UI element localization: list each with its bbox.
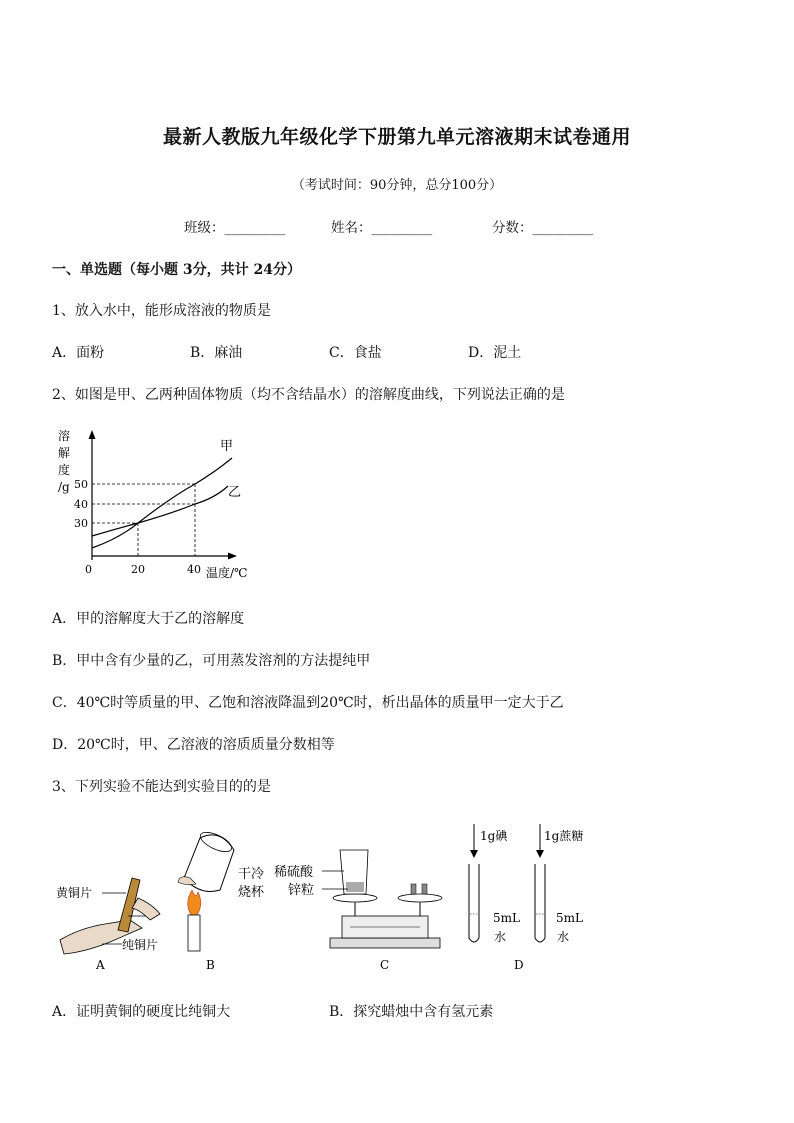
x-tick-0: 0 [85, 563, 92, 576]
y-label-1: 溶 [58, 429, 71, 443]
score-field[interactable]: 分数：_________ [492, 220, 594, 236]
test-tube-1-icon [469, 864, 479, 942]
q1-option-d[interactable]: D．泥土 [468, 345, 522, 361]
label-sucrose: 1g蔗糖 [544, 829, 584, 843]
hand-right-icon [132, 898, 160, 920]
label-iodine: 1g碘 [480, 829, 508, 843]
label-water-1: 水 [494, 930, 507, 944]
label-beaker: 烧杯 [238, 885, 265, 900]
y-tick-50: 50 [74, 478, 88, 491]
q1-option-c[interactable]: C．食盐 [329, 345, 382, 361]
down-arrow-icon [536, 850, 544, 858]
zinc-granules-icon [346, 882, 364, 892]
caption-a: A [96, 958, 105, 972]
y-axis-arrow-icon [89, 430, 96, 439]
label-acid: 稀硫酸 [274, 865, 314, 880]
q2-option-d[interactable]: D．20℃时，甲、乙溶液的溶质质量分数相等 [52, 737, 335, 753]
q2-option-a[interactable]: A．甲的溶解度大于乙的溶解度 [52, 611, 245, 627]
balance-base-icon [330, 938, 440, 948]
y-tick-30: 30 [74, 517, 88, 530]
weight-icon [411, 884, 416, 894]
q2-option-b[interactable]: B．甲中含有少量的乙，可用蒸发溶剂的方法提纯甲 [52, 653, 371, 669]
curve-label-jia: 甲 [220, 439, 234, 454]
page-title: 最新人教版九年级化学下册第九单元溶液期末试卷通用 [162, 126, 631, 148]
class-field[interactable]: 班级：_________ [184, 220, 286, 236]
label-copper: 纯铜片 [122, 938, 159, 952]
weight-icon [422, 884, 427, 894]
label-brass: 黄铜片 [56, 886, 93, 900]
curve-jia [92, 458, 232, 548]
left-pan-icon [333, 894, 377, 902]
experiment-a [56, 878, 160, 972]
q3-option-a[interactable]: A．证明黄铜的硬度比纯铜大 [52, 1004, 231, 1020]
curve-label-yi: 乙 [228, 485, 242, 500]
label-dry: 干冷 [238, 867, 265, 882]
caption-d: D [514, 958, 524, 972]
test-tube-2-icon [535, 864, 545, 942]
candle-icon [188, 915, 200, 951]
name-field[interactable]: 姓名：_________ [331, 220, 433, 236]
x-tick-20: 20 [131, 563, 145, 576]
curve-yi [92, 486, 228, 536]
solubility-curve-figure [40, 420, 270, 590]
caption-c: C [380, 958, 390, 972]
label-zinc: 锌粒 [288, 883, 315, 898]
label-water-volume-1: 5mL [493, 911, 520, 925]
y-label-2: 解 [58, 446, 71, 460]
y-tick-40: 40 [74, 498, 88, 511]
q3-option-b[interactable]: B．探究蜡烛中含有氢元素 [329, 1004, 494, 1020]
down-arrow-icon [470, 850, 478, 858]
y-label-4: /g [58, 480, 70, 494]
question-3-stem: 3、下列实验不能达到实验目的的是 [52, 779, 271, 795]
question-1-stem: 1、放入水中，能形成溶液的物质是 [52, 303, 271, 319]
x-tick-40: 40 [187, 563, 201, 576]
experiment-d [469, 824, 583, 972]
section-heading: 一、单选题（每小题 3分，共计 24分） [52, 262, 301, 278]
exam-duration-note: （考试时间：90分钟，总分100分） [291, 178, 503, 193]
x-axis-arrow-icon [228, 553, 237, 560]
experiment-b [178, 828, 265, 972]
x-axis-label: 温度/℃ [206, 566, 248, 580]
y-label-3: 度 [58, 463, 71, 477]
label-water-volume-2: 5mL [556, 911, 583, 925]
flame-icon [188, 890, 201, 915]
q2-option-c[interactable]: C．40℃时等质量的甲、乙饱和溶液降温到20℃时，析出晶体的质量甲一定大于乙 [52, 695, 564, 711]
experiment-figure [50, 820, 610, 980]
right-pan-icon [398, 894, 442, 902]
question-2-stem: 2、如图是甲、乙两种固体物质（均不含结晶水）的溶解度曲线，下列说法正确的是 [52, 387, 565, 403]
q1-option-a[interactable]: A．面粉 [52, 345, 105, 361]
caption-b: B [206, 958, 215, 972]
q1-option-b[interactable]: B．麻油 [190, 345, 243, 361]
experiment-c [274, 850, 442, 972]
label-water-2: 水 [557, 930, 570, 944]
